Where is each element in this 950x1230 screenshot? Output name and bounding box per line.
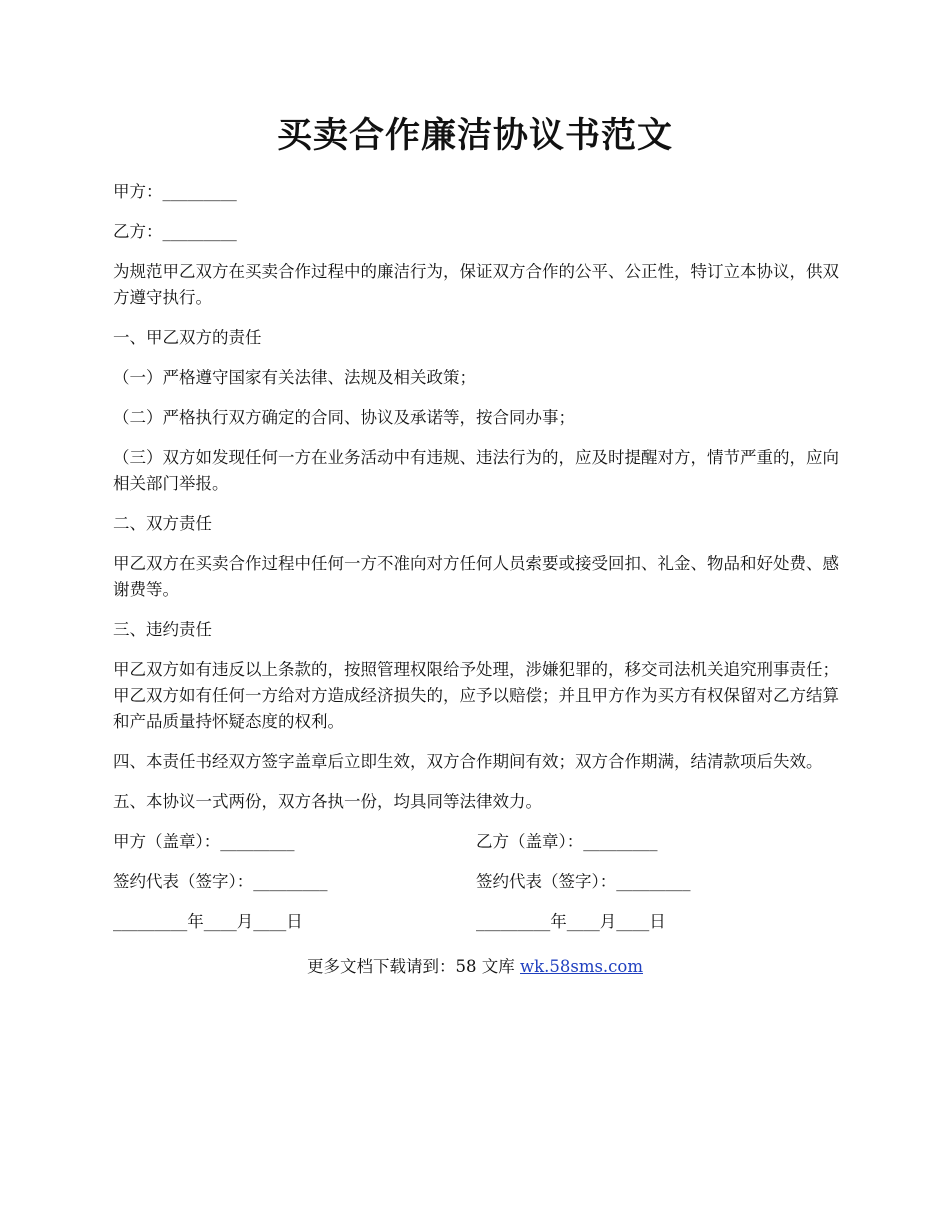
party-a-seal: 甲方（盖章）：_________	[113, 832, 295, 851]
footer-link[interactable]: wk.58sms.com	[519, 957, 643, 976]
clause-1-1: （一）严格遵守国家有关法律、法规及相关政策；	[113, 368, 476, 387]
party-b-line: 乙方：_________	[113, 222, 237, 241]
section-heading-1: 一、甲乙双方的责任	[113, 328, 262, 347]
document-title: 买卖合作廉洁协议书范文	[276, 115, 673, 156]
clause-1-3: （三）双方如发现任何一方在业务活动中有违规、违法行为的，应及时提醒对方，情节严重的，应向相关部门举报。	[113, 448, 839, 493]
intro-paragraph: 为规范甲乙双方在买卖合作过程中的廉洁行为，保证双方合作的公平、公正性，特订立本协议，供双方遵守执行。	[113, 262, 839, 307]
party-a-line: 甲方：_________	[113, 182, 237, 201]
party-b-representative: 签约代表（签字）：_________	[476, 872, 691, 891]
party-b-date: _________年____月____日	[476, 912, 666, 931]
clause-4: 四、本责任书经双方签字盖章后立即生效，双方合作期间有效；双方合作期满，结清款项后失效。	[113, 752, 823, 771]
party-a-date: _________年____月____日	[113, 912, 303, 931]
footer-text: 更多文档下载请到：58 文库	[306, 957, 520, 976]
document-body	[113, 179, 839, 949]
signature-row-representative	[113, 869, 839, 895]
party-a-representative: 签约代表（签字）：_________	[113, 872, 328, 891]
clause-5: 五、本协议一式两份，双方各执一份，均具同等法律效力。	[113, 792, 542, 811]
section-heading-2: 二、双方责任	[113, 514, 212, 533]
signature-row-seal	[113, 829, 839, 855]
download-footer	[0, 954, 950, 980]
clause-3: 甲乙双方如有违反以上条款的，按照管理权限给予处理，涉嫌犯罪的，移交司法机关追究刑事责任；甲乙双方如有任何一方给对方造成经济损失的，应予以赔偿；并且甲方作为买方有权保留对乙方结算和产品质量持怀疑态度的权利。	[113, 660, 839, 731]
signature-row-date	[113, 909, 839, 935]
section-heading-3: 三、违约责任	[113, 620, 212, 639]
clause-2: 甲乙双方在买卖合作过程中任何一方不准向对方任何人员索要或接受回扣、礼金、物品和好处费、感谢费等。	[113, 554, 839, 599]
party-b-seal: 乙方（盖章）：_________	[476, 832, 658, 851]
clause-1-2: （二）严格执行双方确定的合同、协议及承诺等，按合同办事；	[113, 408, 575, 427]
